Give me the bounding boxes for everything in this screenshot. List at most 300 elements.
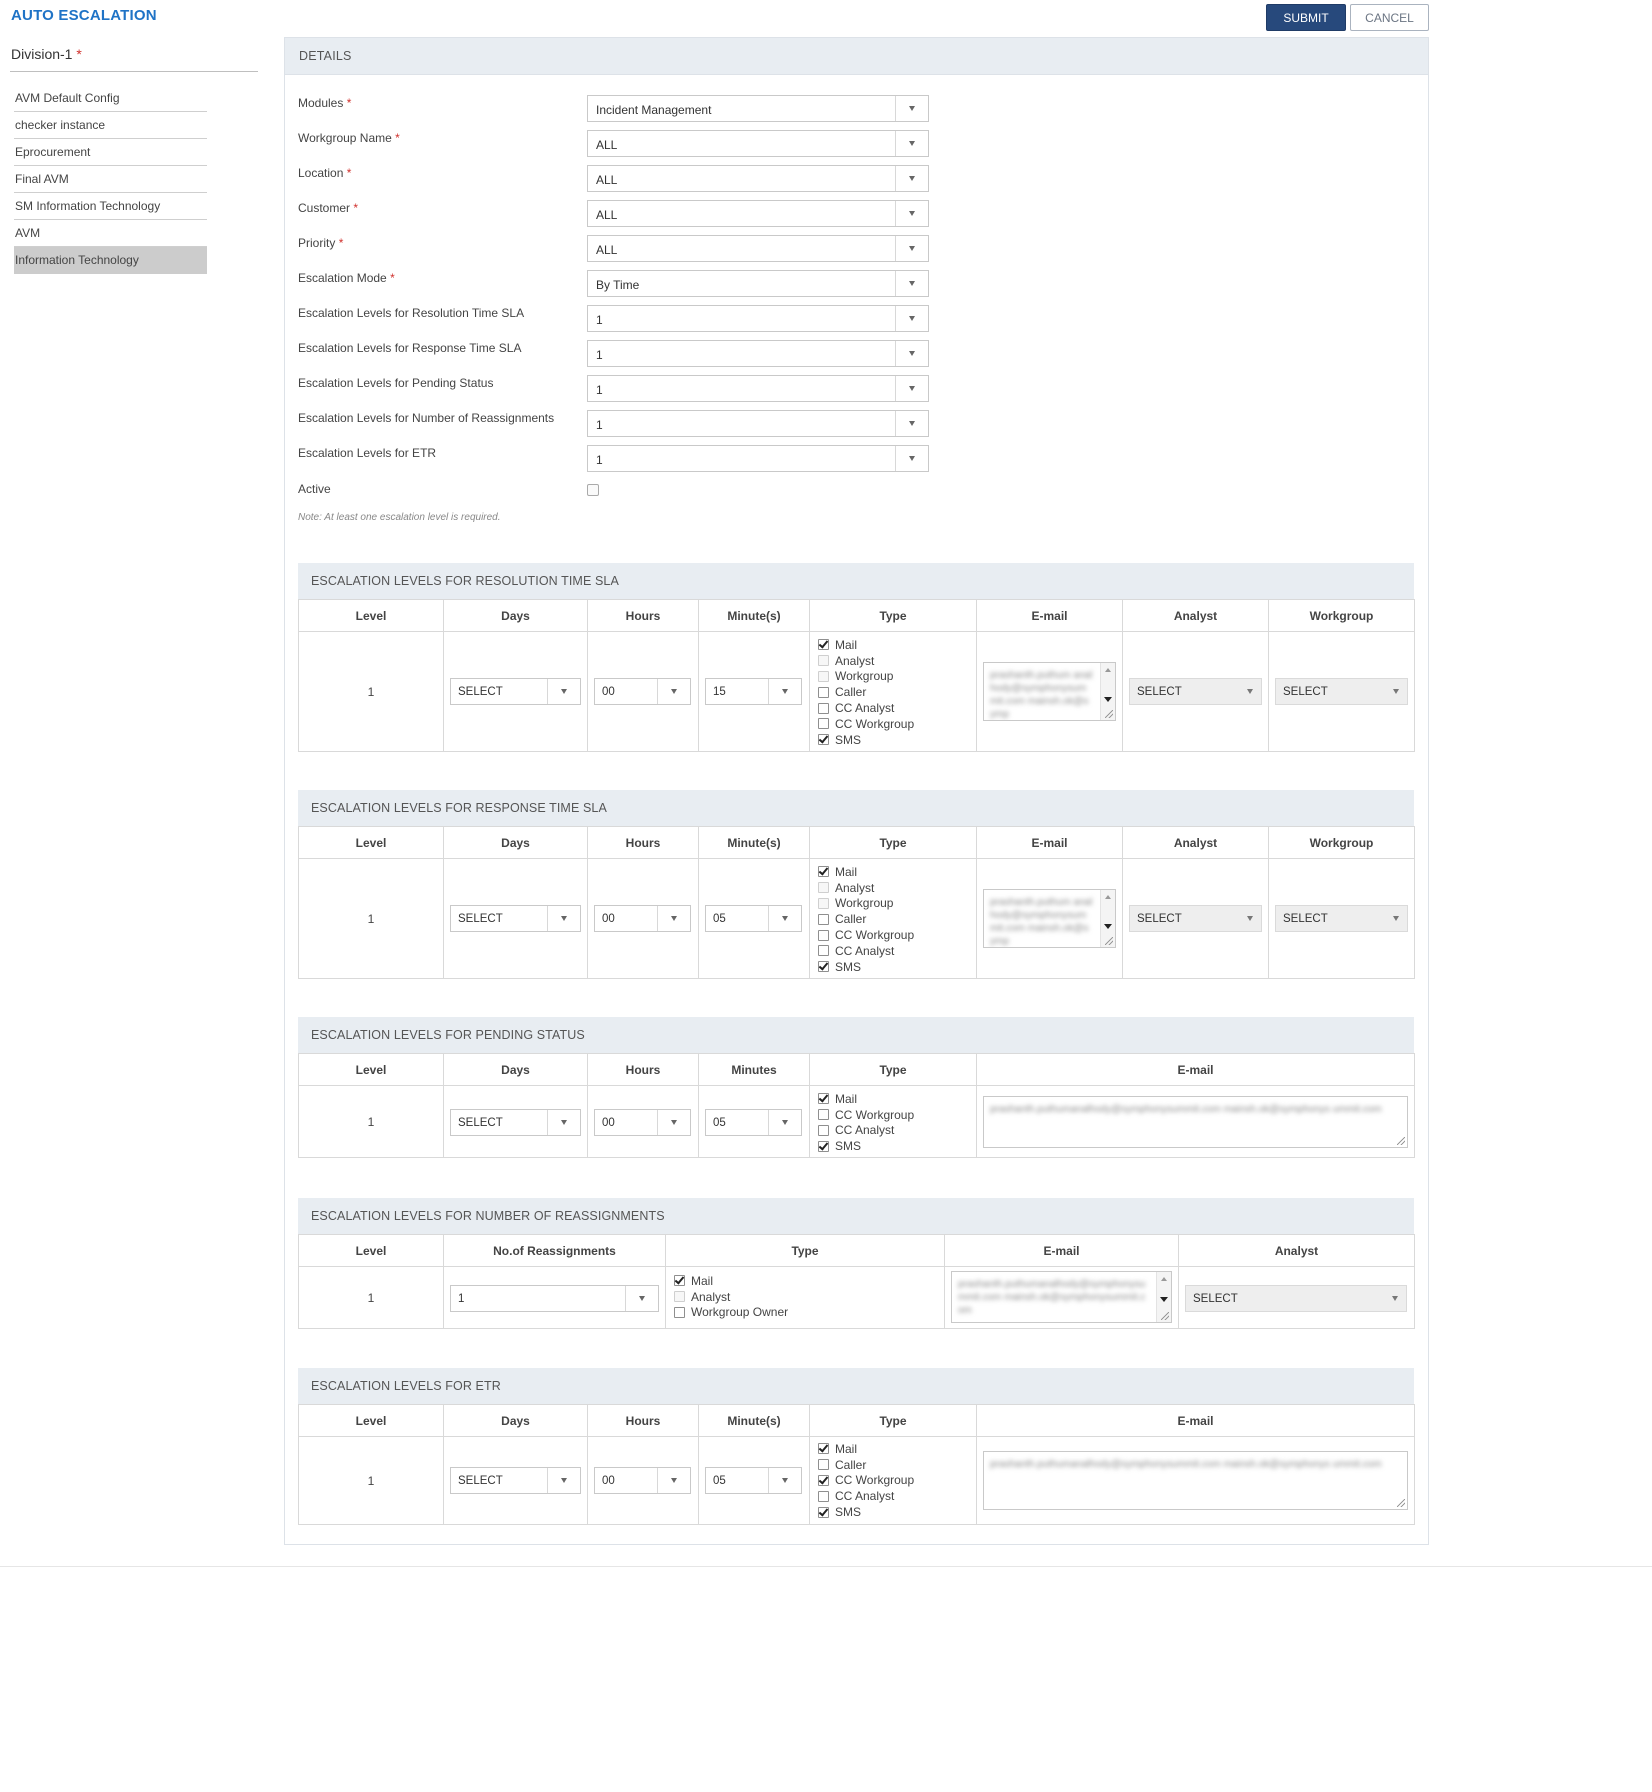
email-cell bbox=[977, 1437, 1415, 1525]
sms-checkbox[interactable] bbox=[818, 1507, 829, 1518]
dropdown-arrow-icon bbox=[657, 1110, 690, 1135]
col-days: Days bbox=[444, 600, 588, 632]
dropdown-arrow-icon bbox=[547, 1468, 580, 1493]
analyst-checkbox bbox=[818, 655, 829, 666]
validation-note: Note: At least one escalation level is required. bbox=[298, 512, 501, 523]
escalation-mode-select[interactable] bbox=[587, 270, 929, 297]
minutes-select[interactable] bbox=[705, 1467, 802, 1494]
minutes-select[interactable] bbox=[705, 1109, 802, 1136]
type-checkbox-group bbox=[818, 1441, 914, 1520]
footer-divider bbox=[0, 1566, 1652, 1567]
type-option-label: Analyst bbox=[835, 880, 875, 895]
type-option-cc-workgroup bbox=[818, 1473, 914, 1489]
type-option-mail bbox=[818, 1441, 914, 1457]
col-days: Days bbox=[444, 827, 588, 859]
type-option-analyst bbox=[818, 653, 914, 669]
workgroup-name-select[interactable] bbox=[587, 130, 929, 157]
field-label-text: Escalation Levels for ETR bbox=[298, 446, 437, 460]
type-option-workgroup bbox=[818, 896, 914, 912]
workgroup-cell bbox=[1269, 859, 1415, 979]
table-header-row bbox=[299, 1054, 1415, 1086]
type-option-analyst bbox=[818, 880, 914, 896]
type-option-label: Caller bbox=[835, 685, 867, 700]
cc-workgroup-checkbox[interactable] bbox=[818, 1475, 829, 1486]
dropdown-arrow-icon bbox=[657, 1468, 690, 1493]
type-option-cc-analyst bbox=[818, 1488, 914, 1504]
hours-value: 00 bbox=[602, 913, 615, 925]
required-marker: * bbox=[395, 131, 400, 145]
active-checkbox[interactable] bbox=[587, 484, 599, 496]
select-value: ALL bbox=[596, 208, 618, 222]
pending-table bbox=[298, 1053, 1415, 1158]
days-cell bbox=[444, 859, 588, 979]
dropdown-arrow-icon bbox=[657, 679, 690, 704]
sidebar-item-avm[interactable]: AVM bbox=[14, 220, 207, 247]
col-minutes: Minutes bbox=[699, 1054, 810, 1086]
type-option-label: CC Analyst bbox=[835, 943, 895, 958]
mail-checkbox[interactable] bbox=[818, 639, 829, 650]
escalation-levels-for-response-time-sla-select[interactable] bbox=[587, 340, 929, 367]
response-table bbox=[298, 826, 1415, 979]
type-option-sms bbox=[818, 1138, 914, 1154]
division-divider bbox=[10, 71, 258, 72]
dropdown-arrow-icon bbox=[895, 166, 928, 191]
escalation-levels-for-pending-status-select[interactable] bbox=[587, 375, 929, 402]
hours-select[interactable] bbox=[594, 678, 691, 705]
resize-grip-icon[interactable] bbox=[1161, 1312, 1169, 1320]
table-row bbox=[299, 859, 1415, 979]
dropdown-arrow-icon bbox=[895, 306, 928, 331]
analyst-cell bbox=[1123, 859, 1269, 979]
sms-checkbox[interactable] bbox=[818, 961, 829, 972]
type-option-caller bbox=[818, 684, 914, 700]
hours-select[interactable] bbox=[594, 1109, 691, 1136]
col-hours: Hours bbox=[588, 1405, 699, 1437]
sidebar-item-eprocurement[interactable]: Eprocurement bbox=[14, 139, 207, 166]
modules-select[interactable] bbox=[587, 95, 929, 122]
type-option-label: Caller bbox=[835, 912, 867, 927]
reassign-section-header: ESCALATION LEVELS FOR NUMBER OF REASSIGNMENTS bbox=[298, 1198, 1414, 1234]
level-cell: 1 bbox=[299, 859, 444, 979]
field-label-escalation-mode bbox=[298, 271, 395, 285]
required-marker: * bbox=[353, 201, 359, 215]
dropdown-arrow-icon bbox=[1375, 906, 1407, 931]
minutes-cell bbox=[699, 859, 810, 979]
field-label-text: Location bbox=[298, 166, 344, 180]
level-cell: 1 bbox=[299, 1437, 444, 1525]
dropdown-arrow-icon bbox=[895, 201, 928, 226]
table-row bbox=[299, 1086, 1415, 1158]
submit-button[interactable]: SUBMIT bbox=[1266, 4, 1346, 31]
field-label-text: Escalation Levels for Resolution Time SLA bbox=[298, 306, 525, 320]
col-minutes: Minute(s) bbox=[699, 827, 810, 859]
type-option-label: Mail bbox=[691, 1273, 714, 1288]
field-label-customer bbox=[298, 201, 358, 215]
resolution-table bbox=[298, 599, 1415, 752]
hours-cell bbox=[588, 632, 699, 752]
reassignments-cell bbox=[444, 1267, 666, 1329]
resize-grip-icon[interactable] bbox=[1397, 1499, 1405, 1507]
select-value: ALL bbox=[596, 173, 618, 187]
mail-checkbox[interactable] bbox=[818, 1443, 829, 1454]
email-textarea[interactable]: prashanth.puthumanalhody@symphonysummit.com mainsh.ok@symphonysummit.com bbox=[951, 1271, 1172, 1323]
type-option-sms bbox=[818, 959, 914, 975]
type-option-mail bbox=[818, 637, 914, 653]
days-cell bbox=[444, 1437, 588, 1525]
field-label-escalation-levels-for-resolution-time-sla bbox=[298, 306, 524, 320]
col-email: E-mail bbox=[977, 600, 1123, 632]
minutes-value: 05 bbox=[713, 1117, 726, 1129]
days-select[interactable] bbox=[450, 1109, 581, 1136]
type-option-label: CC Workgroup bbox=[835, 1107, 915, 1122]
mail-checkbox[interactable] bbox=[818, 866, 829, 877]
sidebar-item-information-technology[interactable]: Information Technology bbox=[14, 247, 207, 274]
dropdown-arrow-icon bbox=[625, 1286, 658, 1311]
days-value: SELECT bbox=[458, 1117, 503, 1129]
dropdown-arrow-icon bbox=[895, 411, 928, 436]
sidebar-item-checker-instance[interactable]: checker instance bbox=[14, 112, 207, 139]
type-option-cc-analyst bbox=[818, 1123, 914, 1139]
level-cell: 1 bbox=[299, 1267, 444, 1329]
email-textarea[interactable]: prashanth.puthum analhody@symphonysummit.com mainsh.ok@symp bbox=[983, 889, 1116, 948]
type-cell bbox=[666, 1267, 945, 1329]
workgroup-owner-checkbox[interactable] bbox=[674, 1307, 685, 1318]
type-option-label: Workgroup bbox=[835, 896, 894, 911]
reassignments-select[interactable] bbox=[450, 1285, 659, 1312]
escalation-levels-for-number-of-reassignments-select[interactable] bbox=[587, 410, 929, 437]
minutes-value: 05 bbox=[713, 913, 726, 925]
col-minutes: Minute(s) bbox=[699, 1405, 810, 1437]
table-row bbox=[299, 632, 1415, 752]
col-hours: Hours bbox=[588, 1054, 699, 1086]
type-option-analyst bbox=[674, 1289, 788, 1305]
required-marker: * bbox=[346, 96, 352, 110]
type-cell bbox=[810, 632, 977, 752]
email-cell bbox=[977, 859, 1123, 979]
type-option-cc-analyst bbox=[818, 943, 914, 959]
col-level: Level bbox=[299, 827, 444, 859]
col-workgroup: Workgroup bbox=[1269, 600, 1415, 632]
pending-section-header: ESCALATION LEVELS FOR PENDING STATUS bbox=[298, 1017, 1414, 1053]
col-level: Level bbox=[299, 1054, 444, 1086]
caller-checkbox[interactable] bbox=[818, 914, 829, 925]
col-level: Level bbox=[299, 600, 444, 632]
type-option-label: Mail bbox=[835, 637, 858, 652]
analyst-select[interactable] bbox=[1129, 678, 1262, 705]
type-option-workgroup-owner bbox=[674, 1305, 788, 1321]
col-type: Type bbox=[810, 1054, 977, 1086]
dropdown-arrow-icon bbox=[1229, 906, 1261, 931]
col-type: Type bbox=[810, 827, 977, 859]
type-option-cc-workgroup bbox=[818, 1107, 914, 1123]
analyst-value: SELECT bbox=[1193, 1293, 1238, 1305]
minutes-cell bbox=[699, 1437, 810, 1525]
mail-checkbox[interactable] bbox=[818, 1093, 829, 1104]
type-checkbox-group bbox=[674, 1273, 788, 1320]
workgroup-value: SELECT bbox=[1283, 913, 1328, 925]
type-option-mail bbox=[818, 864, 914, 880]
etr-section-header: ESCALATION LEVELS FOR ETR bbox=[298, 1368, 1414, 1404]
select-value: 1 bbox=[596, 313, 603, 327]
type-option-label: CC Analyst bbox=[835, 701, 895, 716]
dropdown-arrow-icon bbox=[895, 96, 928, 121]
email-textarea[interactable]: prashanth.puthum analhody@symphonysummit.com mainsh.ok@symp bbox=[983, 662, 1116, 721]
col-email: E-mail bbox=[945, 1235, 1179, 1267]
type-option-label: Mail bbox=[835, 1091, 858, 1106]
field-label-escalation-levels-for-number-of-reassignments bbox=[298, 411, 554, 425]
required-marker: * bbox=[390, 271, 395, 285]
field-label-escalation-levels-for-etr bbox=[298, 446, 436, 460]
minutes-select[interactable] bbox=[705, 678, 802, 705]
col-email: E-mail bbox=[977, 1405, 1415, 1437]
mail-checkbox[interactable] bbox=[674, 1275, 685, 1286]
select-value: ALL bbox=[596, 138, 618, 152]
field-label-workgroup-name bbox=[298, 131, 400, 145]
type-cell bbox=[810, 1437, 977, 1525]
type-option-cc-workgroup bbox=[818, 927, 914, 943]
days-select[interactable] bbox=[450, 678, 581, 705]
dropdown-arrow-icon bbox=[895, 131, 928, 156]
dropdown-arrow-icon bbox=[1375, 679, 1407, 704]
workgroup-select[interactable] bbox=[1275, 905, 1408, 932]
resize-grip-icon[interactable] bbox=[1105, 937, 1113, 945]
hours-cell bbox=[588, 1437, 699, 1525]
email-cell bbox=[977, 632, 1123, 752]
analyst-value: SELECT bbox=[1137, 686, 1182, 698]
minutes-value: 15 bbox=[713, 686, 726, 698]
dropdown-arrow-icon bbox=[1229, 679, 1261, 704]
type-checkbox-group bbox=[818, 637, 914, 748]
field-label-modules bbox=[298, 96, 351, 110]
sidebar-item-avm-default-config[interactable]: AVM Default Config bbox=[14, 85, 207, 112]
select-value: Incident Management bbox=[596, 103, 712, 117]
type-option-label: CC Workgroup bbox=[835, 716, 915, 731]
workgroup-cell bbox=[1269, 632, 1415, 752]
select-value: ALL bbox=[596, 243, 618, 257]
field-label-text: Workgroup Name bbox=[298, 131, 392, 145]
days-select[interactable] bbox=[450, 905, 581, 932]
type-option-label: SMS bbox=[835, 732, 862, 747]
table-row bbox=[299, 1437, 1415, 1525]
type-cell bbox=[810, 859, 977, 979]
analyst-select[interactable] bbox=[1129, 905, 1262, 932]
col-analyst: Analyst bbox=[1123, 827, 1269, 859]
resize-grip-icon[interactable] bbox=[1105, 710, 1113, 718]
sms-checkbox[interactable] bbox=[818, 734, 829, 745]
dropdown-arrow-icon bbox=[547, 1110, 580, 1135]
select-value: 1 bbox=[596, 383, 603, 397]
days-value: SELECT bbox=[458, 686, 503, 698]
field-label-text: Modules bbox=[298, 96, 344, 110]
field-label-priority bbox=[298, 236, 343, 250]
response-section-header: ESCALATION LEVELS FOR RESPONSE TIME SLA bbox=[298, 790, 1414, 826]
dropdown-arrow-icon bbox=[768, 906, 801, 931]
col-type: Type bbox=[666, 1235, 945, 1267]
col-workgroup: Workgroup bbox=[1269, 827, 1415, 859]
type-option-label: Mail bbox=[835, 1441, 858, 1456]
col-hours: Hours bbox=[588, 827, 699, 859]
table-header-row bbox=[299, 827, 1415, 859]
analyst-cell bbox=[1123, 632, 1269, 752]
type-option-label: SMS bbox=[835, 959, 862, 974]
days-cell bbox=[444, 1086, 588, 1158]
hours-value: 00 bbox=[602, 1117, 615, 1129]
analyst-checkbox bbox=[818, 882, 829, 893]
field-label-text: Escalation Mode bbox=[298, 271, 387, 285]
location-select[interactable] bbox=[587, 165, 929, 192]
field-label-escalation-levels-for-response-time-sla bbox=[298, 341, 521, 355]
col-analyst: Analyst bbox=[1179, 1235, 1415, 1267]
division-label bbox=[11, 46, 82, 62]
resolution-section-header: ESCALATION LEVELS FOR RESOLUTION TIME SLA bbox=[298, 563, 1414, 599]
email-cell bbox=[977, 1086, 1415, 1158]
cancel-button[interactable]: CANCEL bbox=[1350, 4, 1429, 31]
email-cell bbox=[945, 1267, 1179, 1329]
type-option-label: Workgroup bbox=[835, 669, 894, 684]
field-label-location bbox=[298, 166, 351, 180]
hours-cell bbox=[588, 1086, 699, 1158]
cc-workgroup-checkbox[interactable] bbox=[818, 930, 829, 941]
type-option-label: Analyst bbox=[835, 653, 875, 668]
type-option-sms bbox=[818, 732, 914, 748]
cc-analyst-checkbox[interactable] bbox=[818, 703, 829, 714]
type-checkbox-group bbox=[818, 864, 914, 975]
table-header-row bbox=[299, 1405, 1415, 1437]
days-select[interactable] bbox=[450, 1467, 581, 1494]
dropdown-arrow-icon bbox=[895, 271, 928, 296]
type-option-label: Caller bbox=[835, 1457, 867, 1472]
minutes-value: 05 bbox=[713, 1475, 726, 1487]
active-label: Active bbox=[298, 482, 331, 496]
dropdown-arrow-icon bbox=[768, 679, 801, 704]
minutes-select[interactable] bbox=[705, 905, 802, 932]
etr-table bbox=[298, 1404, 1415, 1525]
field-label-text: Escalation Levels for Response Time SLA bbox=[298, 341, 522, 355]
table-header-row bbox=[299, 1235, 1415, 1267]
dropdown-arrow-icon bbox=[547, 906, 580, 931]
email-textarea[interactable]: prashanth.puthumanalhody@symphonysummit.com mainsh.ok@symphonys ummit.com bbox=[983, 1451, 1408, 1510]
dropdown-arrow-icon bbox=[768, 1110, 801, 1135]
type-option-label: Workgroup Owner bbox=[691, 1305, 789, 1320]
field-label-text: Escalation Levels for Pending Status bbox=[298, 376, 494, 390]
type-option-mail bbox=[818, 1091, 914, 1107]
caller-checkbox[interactable] bbox=[818, 1459, 829, 1470]
dropdown-arrow-icon bbox=[547, 679, 580, 704]
type-option-caller bbox=[818, 1457, 914, 1473]
table-row bbox=[299, 1267, 1415, 1329]
dropdown-arrow-icon bbox=[1374, 1286, 1406, 1311]
page-title: AUTO ESCALATION bbox=[11, 7, 157, 24]
division-name: Division-1 bbox=[11, 46, 73, 62]
col-analyst: Analyst bbox=[1123, 600, 1269, 632]
col-hours: Hours bbox=[588, 600, 699, 632]
reassignments-value: 1 bbox=[458, 1293, 465, 1305]
col-type: Type bbox=[810, 1405, 977, 1437]
col-email: E-mail bbox=[977, 827, 1123, 859]
cc-analyst-checkbox[interactable] bbox=[818, 945, 829, 956]
select-value: 1 bbox=[596, 418, 603, 432]
hours-cell bbox=[588, 859, 699, 979]
col-email: E-mail bbox=[977, 1054, 1415, 1086]
cc-workgroup-checkbox[interactable] bbox=[818, 1109, 829, 1120]
type-option-workgroup bbox=[818, 669, 914, 685]
required-marker: * bbox=[338, 236, 344, 250]
workgroup-checkbox bbox=[818, 671, 829, 682]
sidebar-item-final-avm[interactable]: Final AVM bbox=[14, 166, 207, 193]
workgroup-value: SELECT bbox=[1283, 686, 1328, 698]
email-textarea[interactable]: prashanth.puthumanalhody@symphonysummit.com mainsh.ok@symphonys ummit.com bbox=[983, 1096, 1408, 1148]
required-marker: * bbox=[346, 166, 352, 180]
type-option-label: CC Workgroup bbox=[835, 1473, 915, 1488]
sidebar-list bbox=[14, 85, 207, 274]
type-option-label: SMS bbox=[835, 1505, 862, 1520]
dropdown-arrow-icon bbox=[657, 906, 690, 931]
priority-select[interactable] bbox=[587, 235, 929, 262]
analyst-value: SELECT bbox=[1137, 913, 1182, 925]
details-header: DETAILS bbox=[285, 38, 1428, 75]
analyst-cell bbox=[1179, 1267, 1415, 1329]
col-minutes: Minute(s) bbox=[699, 600, 810, 632]
type-option-label: CC Analyst bbox=[835, 1123, 895, 1138]
escalation-levels-for-etr-select[interactable] bbox=[587, 445, 929, 472]
type-option-label: Analyst bbox=[691, 1289, 731, 1304]
type-option-cc-workgroup bbox=[818, 716, 914, 732]
escalation-levels-for-resolution-time-sla-select[interactable] bbox=[587, 305, 929, 332]
days-value: SELECT bbox=[458, 1475, 503, 1487]
field-label-text: Escalation Levels for Number of Reassignments bbox=[298, 411, 555, 425]
type-checkbox-group bbox=[818, 1091, 914, 1154]
days-cell bbox=[444, 632, 588, 752]
minutes-cell bbox=[699, 632, 810, 752]
type-cell bbox=[810, 1086, 977, 1158]
type-option-label: CC Workgroup bbox=[835, 928, 915, 943]
hours-value: 00 bbox=[602, 686, 615, 698]
col-level: Level bbox=[299, 1235, 444, 1267]
hours-value: 00 bbox=[602, 1475, 615, 1487]
select-value: 1 bbox=[596, 453, 603, 467]
required-marker: * bbox=[76, 46, 82, 62]
level-cell: 1 bbox=[299, 1086, 444, 1158]
dropdown-arrow-icon bbox=[895, 341, 928, 366]
type-option-label: CC Analyst bbox=[835, 1489, 895, 1504]
hours-select[interactable] bbox=[594, 1467, 691, 1494]
type-option-label: SMS bbox=[835, 1139, 862, 1154]
workgroup-checkbox bbox=[818, 898, 829, 909]
cc-workgroup-checkbox[interactable] bbox=[818, 718, 829, 729]
analyst-select[interactable] bbox=[1185, 1285, 1407, 1312]
resize-grip-icon[interactable] bbox=[1397, 1137, 1405, 1145]
field-label-text: Priority bbox=[298, 236, 336, 250]
sidebar-item-sm-information-technology[interactable]: SM Information Technology bbox=[14, 193, 207, 220]
table-header-row bbox=[299, 600, 1415, 632]
col-type: Type bbox=[810, 600, 977, 632]
type-option-caller bbox=[818, 911, 914, 927]
workgroup-select[interactable] bbox=[1275, 678, 1408, 705]
col-days: Days bbox=[444, 1054, 588, 1086]
customer-select[interactable] bbox=[587, 200, 929, 227]
days-value: SELECT bbox=[458, 913, 503, 925]
caller-checkbox[interactable] bbox=[818, 687, 829, 698]
dropdown-arrow-icon bbox=[895, 376, 928, 401]
cc-analyst-checkbox[interactable] bbox=[818, 1491, 829, 1502]
sms-checkbox[interactable] bbox=[818, 1141, 829, 1152]
select-value: By Time bbox=[596, 278, 640, 292]
dropdown-arrow-icon bbox=[895, 236, 928, 261]
select-value: 1 bbox=[596, 348, 603, 362]
hours-select[interactable] bbox=[594, 905, 691, 932]
cc-analyst-checkbox[interactable] bbox=[818, 1125, 829, 1136]
type-option-cc-analyst bbox=[818, 700, 914, 716]
